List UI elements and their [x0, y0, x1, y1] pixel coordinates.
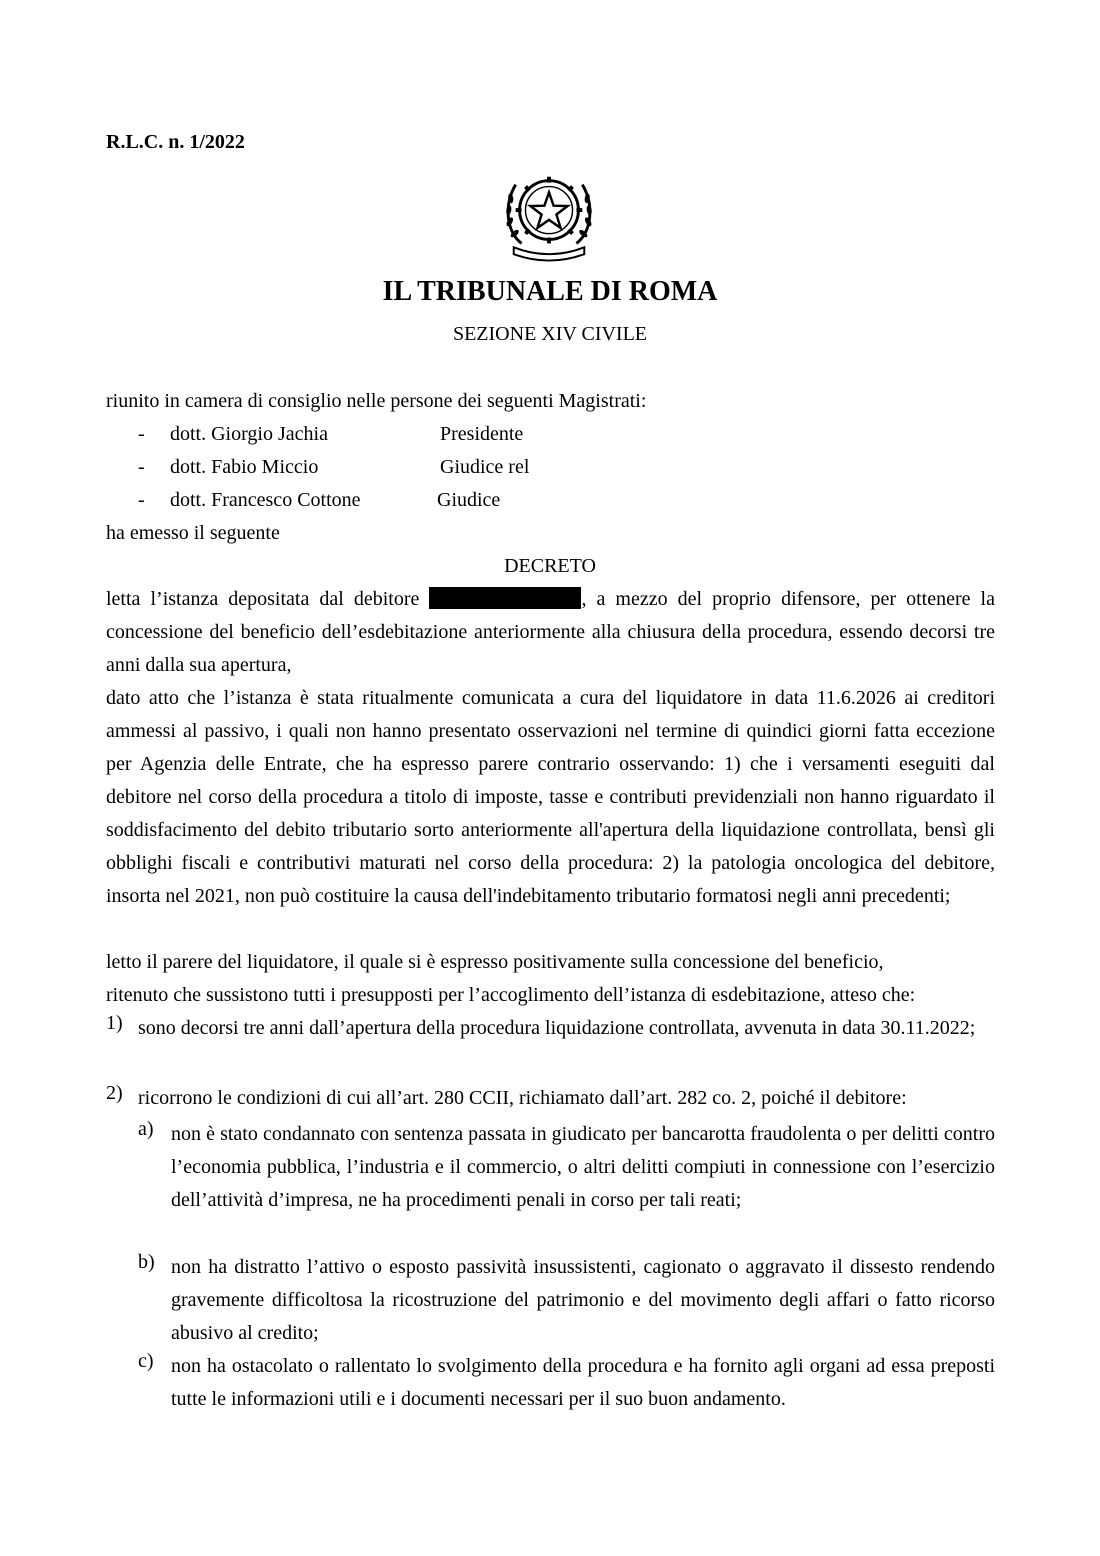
magistrate-bullet: -	[138, 456, 145, 478]
magistrate-name: dott. Francesco Cottone	[170, 489, 361, 511]
magistrate-role: Giudice	[437, 489, 501, 511]
paragraph-conditions: ritenuto che sussistono tutti i presupposti per l’accoglimento dell’istanza di esdebitazione, atteso che:	[106, 984, 916, 1006]
paragraph-liquidator: letto il parere del liquidatore, il quale si è espresso positivamente sulla concessione del beneficio,	[106, 951, 884, 973]
magistrate-role: Presidente	[440, 423, 524, 445]
court-section: SEZIONE XIV CIVILE	[452, 323, 648, 345]
list-item: non è stato condannato con sentenza passata in giudicato per bancarotta fraudolenta o per delitti contro l’economia pubblica, l’industria e il commercio, o altri delitti compiuti in connessione con l’esercizio dell’attività d’impresa, ne ha procedimenti penali in corso per tali reati;	[171, 1123, 995, 1211]
magistrate-role: Giudice rel	[440, 456, 530, 478]
list-item: ricorrono le condizioni di cui all’art. 280 CCII, richiamato dall’art. 282 co. 2, poiché il debitore:	[138, 1087, 907, 1109]
redacted-name	[429, 587, 581, 609]
paragraph-notification: dato atto che l’istanza è stata ritualmente comunicata a cura del liquidatore in data 11.6.2026 ai creditori ammessi al passivo, i quali non hanno presentato osservazioni nel termine di quindici giorni fatta eccezione per Agenzia delle Entrate, che ha espresso parere contrario osservando: 1) che i versamenti eseguiti dal debitore nel corso della procedura a titolo di imposte, tasse e contributi previdenziali non hanno riguardato il soddisfacimento del debito tributario sorto anteriormente all'apertura della liquidazione controllata, bensì gli obblighi fiscali e contributivi maturati nel corso della procedura: 2) la patologia oncologica del debitore, insorta nel 2021, non può costituire la causa dell'indebitamento tributario formatosi negli anni precedenti;	[106, 687, 995, 907]
decree-title: DECRETO	[504, 555, 596, 577]
list-item: non ha distratto l’attivo o esposto passività insussistenti, cagionato o aggravato il dissesto rendendo gravemente difficoltosa la ricostruzione del patrimonio e del movimento degli affari o fatto ricorso abusivo al credito;	[171, 1256, 995, 1344]
list-number: 1)	[106, 1012, 123, 1034]
italian-republic-emblem	[500, 163, 598, 265]
issued-line: ha emesso il seguente	[106, 522, 280, 544]
magistrate-bullet: -	[138, 489, 145, 511]
magistrate-name: dott. Giorgio Jachia	[170, 423, 328, 445]
court-name: IL TRIBUNALE DI ROMA	[382, 276, 718, 307]
magistrate-bullet: -	[138, 423, 145, 445]
paragraph-instance	[106, 583, 995, 682]
intro-line: riunito in camera di consiglio nelle persone dei seguenti Magistrati:	[106, 390, 647, 412]
list-letter: b)	[138, 1251, 155, 1273]
case-reference: R.L.C. n. 1/2022	[106, 131, 245, 153]
paragraph-text: letta l’istanza depositata dal debitore	[106, 588, 430, 610]
list-item: non ha ostacolato o rallentato lo svolgimento della procedura e ha fornito agli organi ad essa preposti tutte le informazioni utili e i documenti necessari per il suo buon andamento.	[171, 1355, 995, 1410]
magistrate-name: dott. Fabio Miccio	[170, 456, 319, 478]
paragraph-text: , a mezzo del proprio difensore, per ottenere la concessione del beneficio dell’esdebitazione anteriormente alla chiusura della procedura, essendo decorsi tre anni dalla sua apertura,	[106, 588, 995, 676]
list-letter: c)	[138, 1350, 154, 1372]
list-item: sono decorsi tre anni dall’apertura della procedura liquidazione controllata, avvenuta in data 30.11.2022;	[138, 1017, 976, 1039]
list-number: 2)	[106, 1082, 123, 1104]
list-letter: a)	[138, 1118, 154, 1140]
